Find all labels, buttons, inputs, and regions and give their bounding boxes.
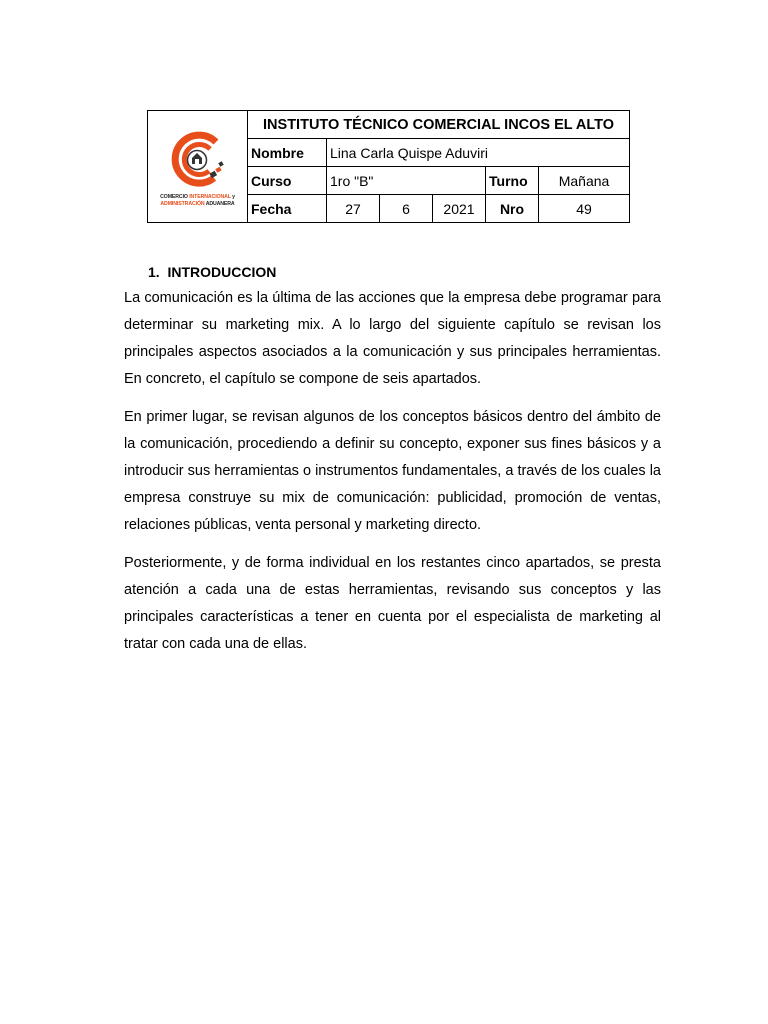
- logo-caption-part: COMERCIO: [160, 193, 190, 200]
- institute-logo: [148, 111, 247, 222]
- logo-cell: [148, 111, 248, 223]
- fecha-month: 6: [380, 195, 433, 223]
- institute-name: INSTITUTO TÉCNICO COMERCIAL INCOS EL ALTO: [248, 111, 630, 139]
- logo-caption-part: y: [230, 193, 235, 200]
- logo-caption-part: INTERNACIONAL: [189, 193, 231, 200]
- turno-label: Turno: [486, 167, 539, 195]
- nro-value: 49: [539, 195, 630, 223]
- fecha-label: Fecha: [248, 195, 327, 223]
- logo-caption-part: ADMINISTRACIÓN: [160, 200, 206, 207]
- fecha-year: 2021: [433, 195, 486, 223]
- logo-emblem-icon: [167, 128, 229, 194]
- nro-label: Nro: [486, 195, 539, 223]
- fecha-day: 27: [327, 195, 380, 223]
- header-table: [147, 110, 630, 223]
- section-heading: [148, 262, 661, 282]
- nombre-value: Lina Carla Quispe Aduviri: [327, 139, 630, 167]
- logo-caption-part: ADUANERA: [205, 200, 235, 207]
- turno-value: Mañana: [539, 167, 630, 195]
- section-number: 1.: [148, 264, 160, 280]
- paragraph: En primer lugar, se revisan algunos de los conceptos básicos dentro del ámbito de la comunicación, procediendo a definir su concepto, exponer sus fines básicos y a introducir sus herramientas o instrumentos fundamentales, a través de los cuales la empresa construye su mix de comunicación: publicidad, promoción de ventas, relaciones públicas, venta personal y marketing directo.: [124, 409, 661, 533]
- document-body: [124, 262, 661, 669]
- paragraph: La comunicación es la última de las acciones que la empresa debe programar para determinar su marketing mix. A lo largo del siguiente capítulo se revisan los principales aspectos asociados a la comunicación y sus principales herramientas. En concreto, el capítulo se compone de seis apartados.: [124, 290, 661, 387]
- section-title: INTRODUCCION: [167, 264, 277, 280]
- nombre-label: Nombre: [248, 139, 327, 167]
- curso-label: Curso: [248, 167, 327, 195]
- paragraph: Posteriormente, y de forma individual en los restantes cinco apartados, se presta atención a cada una de estas herramientas, revisando sus conceptos y las principales características a tener en cuenta por el especialista de marketing al tratar con cada una de ellas.: [124, 555, 661, 652]
- logo-caption: [160, 194, 235, 208]
- curso-value: 1ro "B": [327, 167, 486, 195]
